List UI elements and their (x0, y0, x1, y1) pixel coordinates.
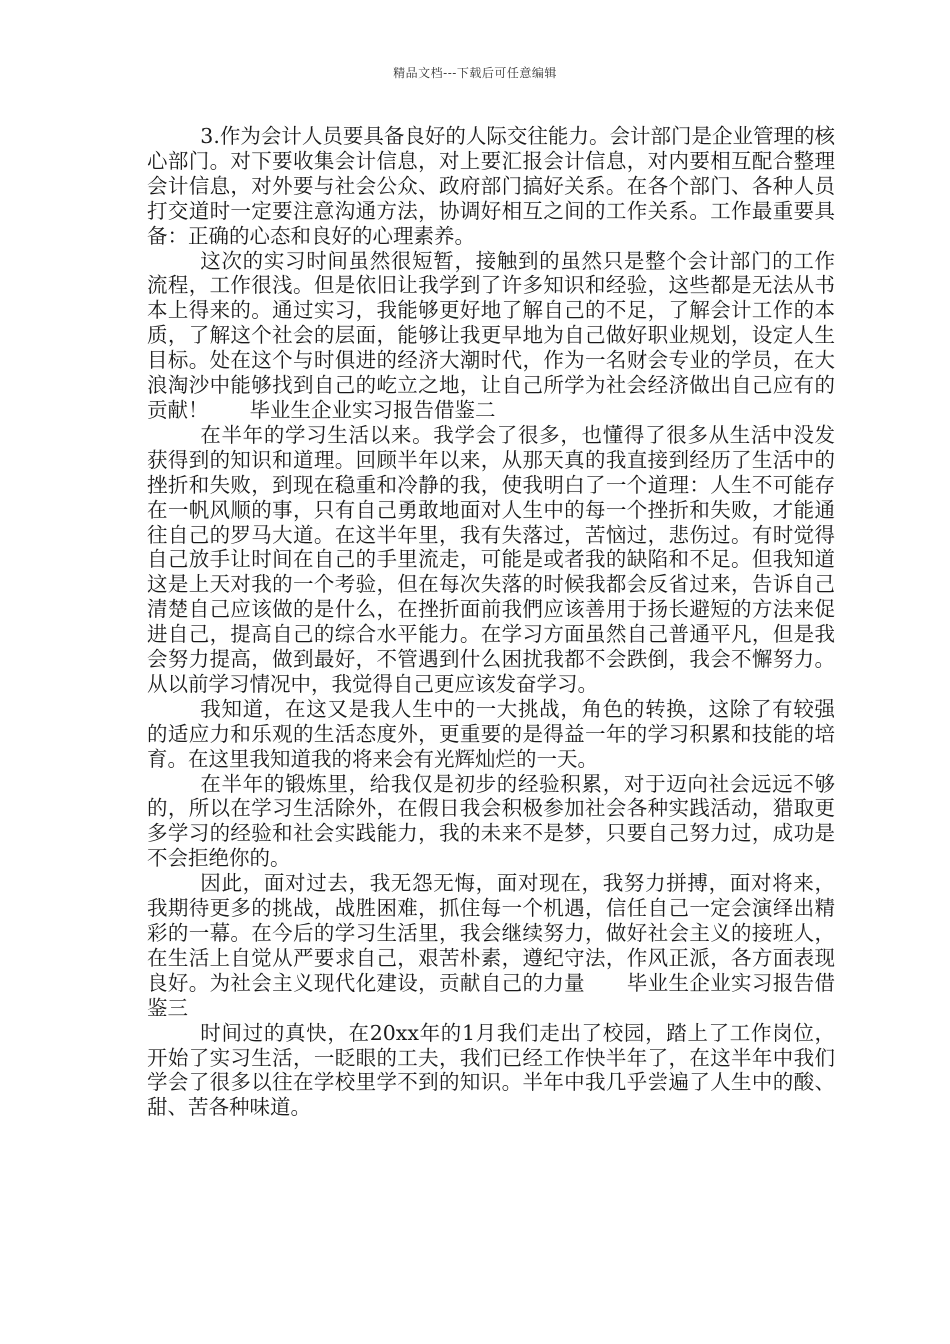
paragraph-5: 在半年的锻炼里，给我仅是初步的经验积累，对于迈向社会远远不够的，所以在学习生活除外，在假日我会积极参加社会各种实践活动，猎取更多学习的经验和社会实践能力，我的未来不是梦，只要自己努力过，成功是不会拒绝你的。 (147, 771, 835, 871)
paragraph-2: 这次的实习时间虽然很短暂，接触到的虽然只是整个会计部门的工作流程，工作很浅。但是依旧让我学到了许多知识和经验，这些都是无法从书本上得来的。通过实习，我能够更好地了解自己的不足，了解会计工作的本质，了解这个社会的层面，能够让我更早地为自己做好职业规划，设定人生目标。处在这个与时俱进的经济大潮时代，作为一名财会专业的学员，在大浪淘沙中能够找到自己的屹立之地，让自己所学为社会经济做出自己应有的贡献！ 毕业生企业实习报告借鉴二 (147, 248, 835, 422)
paragraph-1: 3.作为会计人员要具备良好的人际交往能力。会计部门是企业管理的核心部门。对下要收集会计信息，对上要汇报会计信息，对内要相互配合整理会计信息，对外要与社会公众、政府部门搞好关系。在各个部门、各种人员打交道时一定要注意沟通方法，协调好相互之间的工作关系。工作最重要具备：正确的心态和良好的心理素养。 (147, 124, 835, 248)
paragraph-4: 我知道，在这又是我人生中的一大挑战，角色的转换，这除了有较强的适应力和乐观的生活态度外，更重要的是得益一年的学习积累和技能的培育。在这里我知道我的将来会有光辉灿烂的一天。 (147, 696, 835, 771)
paragraph-7: 时间过的真快，在20xx年的1月我们走出了校园，踏上了工作岗位，开始了实习生活，一眨眼的工夫，我们已经工作快半年了，在这半年中我们学会了很多以往在学校里学不到的知识。半年中我几乎尝遍了人生中的酸、甜、苦各种味道。 (147, 1020, 835, 1120)
paragraph-6: 因此，面对过去，我无怨无悔，面对现在，我努力拼搏，面对将来，我期待更多的挑战，战胜困难，抓住每一个机遇，信任自己一定会演绎出精彩的一幕。在今后的学习生活里，我会继续努力，做好社会主义的接班人，在生活上自觉从严要求自己，艰苦朴素，遵纪守法，作风正派，各方面表现良好。为社会主义现代化建设，贡献自己的力量 毕业生企业实习报告借鉴三 (147, 871, 835, 1020)
paragraph-3: 在半年的学习生活以来。我学会了很多，也懂得了很多从生活中没发获得到的知识和道理。回顾半年以来，从那天真的我直接到经历了生活中的挫折和失败，到现在稳重和冷静的我，使我明白了一个道理：人生不可能存在一帆风顺的事，只有自己勇敢地面对人生中的每一个挫折和失败，才能通往自己的罗马大道。在这半年里，我有失落过，苦恼过，悲伤过。有时觉得自己放手让时间在自己的手里流走，可能是或者我的缺陷和不足。但我知道这是上天对我的一个考验，但在每次失落的时候我都会反省过来，告诉自己清楚自己应该做的是什么，在挫折面前我們应该善用于扬长避短的方法来促进自己，提高自己的综合水平能力。在学习方面虽然自己普通平凡，但是我会努力提高，做到最好，不管遇到什么困扰我都不会跌倒，我会不懈努力。从以前学习情况中，我觉得自己更应该发奋学习。 (147, 422, 835, 696)
page-header: 精品文档---下载后可任意编辑 (393, 66, 557, 80)
document-body (147, 124, 835, 1120)
